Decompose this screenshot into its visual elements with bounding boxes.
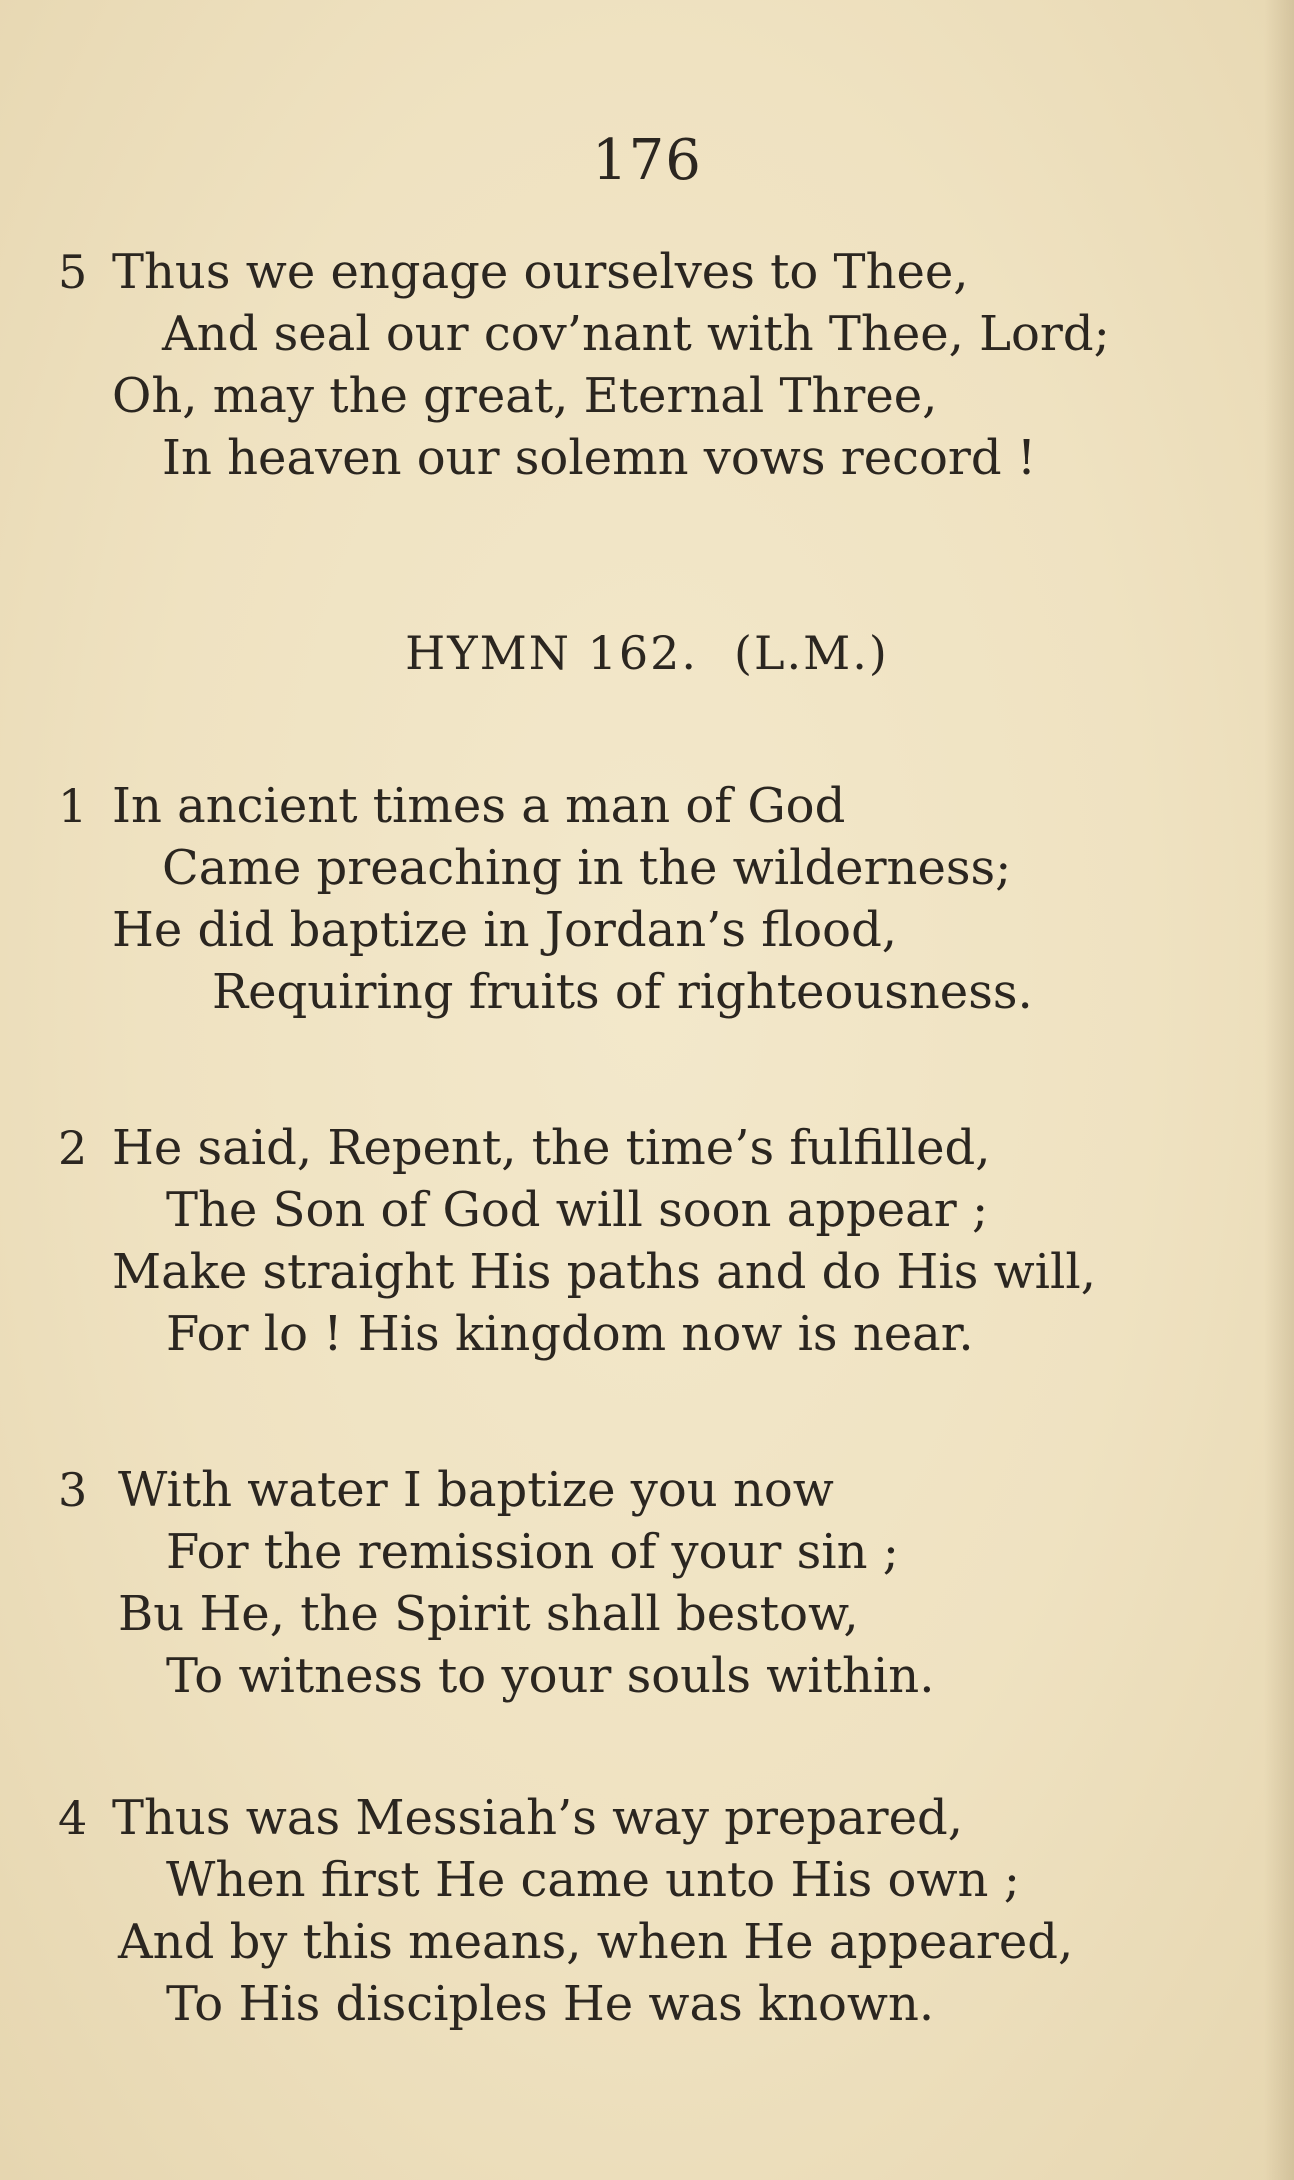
verse-line: Oh, may the great, Eternal Three, [112, 368, 938, 424]
verse-line: And seal our cov’nant with Thee, Lord; [162, 306, 1110, 362]
verse-line: Bu He, the Spirit shall bestow, [118, 1586, 859, 1642]
verse-number: 1 [58, 779, 88, 833]
verse-number: 2 [58, 1121, 88, 1175]
verse-line: Thus we engage ourselves to Thee, [112, 244, 969, 300]
verse-line: To witness to your souls within. [166, 1648, 935, 1704]
verse-line: In heaven our solemn vows record ! [162, 430, 1037, 486]
verse-line: And by this means, when He appeared, [118, 1914, 1074, 1970]
hymn-title: HYMN 162. [405, 626, 699, 680]
verse-line: Came preaching in the wilderness; [162, 840, 1012, 896]
page-edge-shadow [1264, 0, 1294, 2180]
verse-line: When first He came unto His own ; [166, 1852, 1020, 1908]
verse-line: To His disciples He was known. [166, 1976, 935, 2032]
verse-line: For the remission of your sin ; [166, 1524, 899, 1580]
verse-number: 4 [58, 1791, 88, 1845]
verse-line: In ancient times a man of God [112, 778, 846, 834]
verse-line: With water I baptize you now [118, 1462, 834, 1518]
verse-line: For lo ! His kingdom now is near. [166, 1306, 974, 1362]
verse-number: 3 [58, 1463, 88, 1517]
hymn-heading [0, 626, 1294, 680]
page-number: 176 [592, 128, 702, 193]
hymn-meter: (L.M.) [734, 626, 889, 680]
verse-line: He did baptize in Jordan’s flood, [112, 902, 898, 958]
verse-line: The Son of God will soon appear ; [166, 1182, 989, 1238]
verse-line: Thus was Messiah’s way prepared, [112, 1790, 964, 1846]
verse-line: Make straight His paths and do His will, [112, 1244, 1096, 1300]
verse-number: 5 [58, 245, 88, 299]
verse-line: Requiring fruits of righteousness. [212, 964, 1033, 1020]
verse-line: He said, Repent, the time’s fulfilled, [112, 1120, 991, 1176]
